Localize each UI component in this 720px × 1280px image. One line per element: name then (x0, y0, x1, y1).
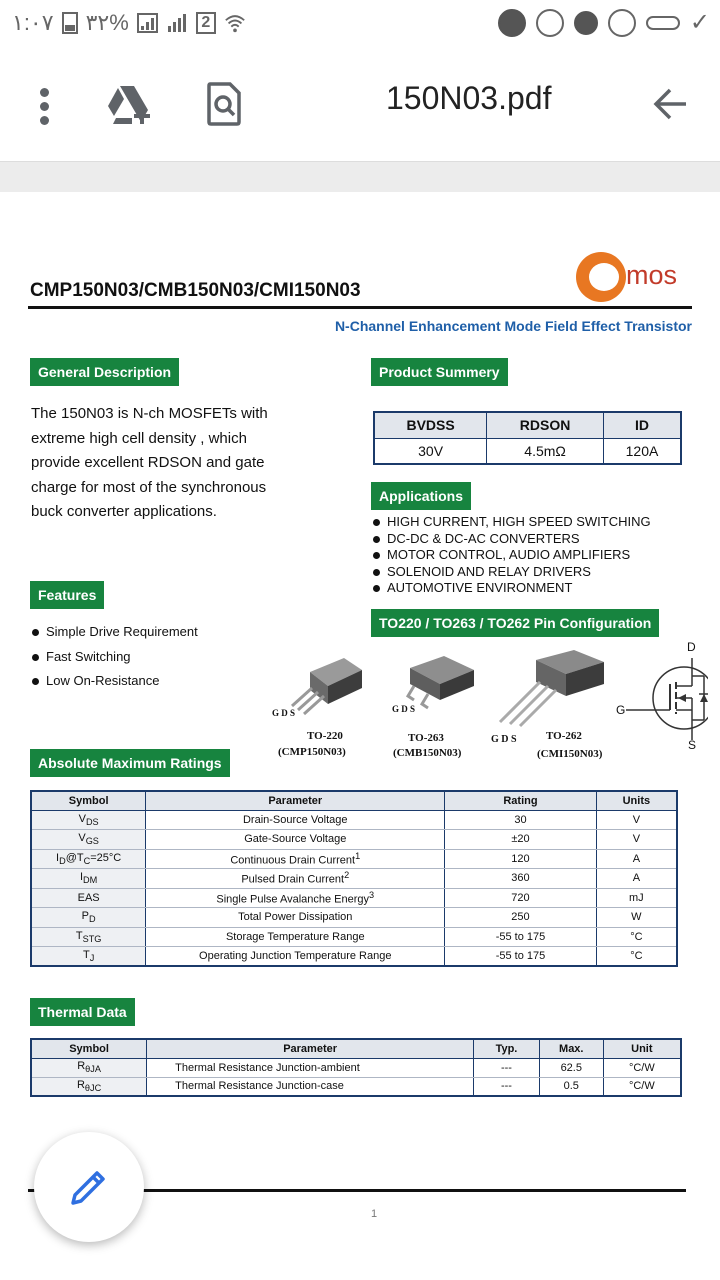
parameter-text: Total Power Dissipation (238, 911, 353, 924)
symbol-end: =25°C (90, 851, 122, 864)
applications-list (371, 514, 651, 597)
parameter-text: Single Pulse Avalanche Energy (216, 893, 370, 906)
title-rule (28, 306, 692, 309)
to220-part: (CMP150N03) (278, 746, 346, 758)
datasheet-title: CMP150N03/CMB150N03/CMI150N03 (30, 280, 361, 301)
to263-name: TO-263 (408, 732, 444, 744)
section-general-description: General Description (30, 358, 179, 386)
symbol-subscript-2: C (83, 855, 91, 866)
thermal-data-table (30, 1038, 682, 1097)
thermal-symbol-cell (31, 1058, 147, 1077)
list-item: Simple Drive Requirement (30, 620, 198, 645)
amr-header: Symbol (31, 791, 146, 810)
logo-c-mark (576, 252, 626, 302)
thermal-parameter-cell: Thermal Resistance Junction-case (147, 1077, 474, 1096)
thermal-parameter-cell: Thermal Resistance Junction-ambient (147, 1058, 474, 1077)
list-item: SOLENOID AND RELAY DRIVERS (371, 564, 651, 581)
to220-pin-labels: G D S (272, 708, 296, 718)
symbol-subscript: DM (83, 875, 98, 886)
to220-package-icon (282, 654, 378, 716)
section-features: Features (30, 581, 104, 609)
to262-part: (CMI150N03) (537, 748, 603, 760)
page-number: 1 (371, 1208, 378, 1220)
find-in-page-icon[interactable] (206, 82, 242, 126)
amr-symbol-cell (31, 869, 146, 889)
footnote-mark: 3 (369, 889, 375, 900)
amr-parameter-cell (146, 908, 445, 928)
amr-unit-cell: V (596, 810, 677, 830)
pencil-icon (69, 1167, 109, 1207)
list-item: Low On-Resistance (30, 669, 198, 694)
amr-symbol-cell (31, 830, 146, 850)
file-name-title: 150N03.pdf (386, 80, 552, 116)
symbol-subscript: STG (82, 933, 102, 944)
list-item: DC-DC & DC-AC CONVERTERS (371, 531, 651, 548)
symbol-letter: T (75, 929, 83, 942)
mosfet-drain-label: D (687, 640, 696, 654)
footnote-mark: 1 (355, 850, 361, 861)
table-row (31, 947, 677, 967)
data-saver-icon (536, 9, 564, 37)
parameter-text: Continuous Drain Current (230, 854, 356, 867)
amr-unit-cell: W (596, 908, 677, 928)
amr-parameter-cell (146, 810, 445, 830)
thermal-header: Max. (539, 1039, 603, 1058)
signal-2-icon (166, 13, 188, 33)
amr-unit-cell: °C (596, 947, 677, 967)
amr-symbol-cell (31, 947, 146, 967)
section-product-summary: Product Summery (371, 358, 508, 386)
amr-rating-cell: 30 (445, 810, 596, 830)
parameter-text: Pulsed Drain Current (241, 874, 345, 887)
table-row (31, 869, 677, 889)
amr-symbol-cell (31, 849, 146, 869)
datasheet-subtitle: N-Channel Enhancement Mode Field Effect Transistor (334, 318, 692, 334)
table-row (31, 908, 677, 928)
edit-fab-button[interactable] (34, 1132, 144, 1242)
table-row (31, 810, 677, 830)
amr-unit-cell: mJ (596, 888, 677, 908)
amr-unit-cell: A (596, 849, 677, 869)
to263-part: (CMB150N03) (393, 747, 462, 759)
amr-parameter-cell (146, 927, 445, 947)
cmos-logo (576, 252, 688, 300)
table-row (31, 888, 677, 908)
section-pin-configuration: TO220 / TO263 / TO262 Pin Configuration (371, 609, 659, 637)
amr-parameter-cell (146, 869, 445, 889)
amr-rating-cell: -55 to 175 (445, 947, 596, 967)
symbol-subscript: GS (85, 836, 99, 847)
amr-rating-cell: ±20 (445, 830, 596, 850)
list-item: Fast Switching (30, 645, 198, 670)
symbol-letter: T (82, 948, 90, 961)
amr-rating-cell: 120 (445, 849, 596, 869)
parameter-text: Drain-Source Voltage (242, 813, 348, 826)
list-item: MOTOR CONTROL, AUDIO AMPLIFIERS (371, 547, 651, 564)
symbol-letter: EAS (77, 891, 100, 904)
symbol-letter: V (78, 832, 86, 845)
thermal-unit-cell: °C/W (603, 1058, 681, 1077)
to263-pin-labels: G D S (392, 704, 416, 714)
features-list (30, 620, 198, 694)
to262-package-icon (492, 650, 606, 728)
summary-header: RDSON (487, 412, 604, 438)
table-row (31, 927, 677, 947)
add-to-drive-icon[interactable] (104, 84, 152, 126)
sim-2-icon: 2 (196, 12, 216, 34)
section-applications: Applications (371, 482, 471, 510)
thermal-symbol-cell (31, 1077, 147, 1096)
navigation-app-icon (498, 9, 526, 37)
to262-name: TO-262 (546, 730, 582, 742)
symbol-letter: R (76, 1079, 85, 1092)
amr-rating-cell: 720 (445, 888, 596, 908)
download-done-icon: ✓ (689, 9, 710, 36)
symbol-subscript: DS (85, 816, 99, 827)
thermal-max-cell: 0.5 (539, 1077, 603, 1096)
status-bar (0, 0, 720, 50)
mosfet-gate-label: G (616, 703, 626, 717)
symbol-subscript: D (59, 855, 66, 866)
absolute-max-table (30, 790, 678, 967)
amr-symbol-cell (31, 810, 146, 830)
pdf-page (0, 192, 720, 1280)
thermal-header: Unit (603, 1039, 681, 1058)
symbol-letter: R (77, 1060, 86, 1073)
symbol-letter: I (79, 871, 84, 884)
table-row (31, 1058, 681, 1077)
amr-unit-cell: V (596, 830, 677, 850)
amr-rating-cell: 250 (445, 908, 596, 928)
symbol-subscript: J (89, 953, 95, 964)
summary-value: 30V (374, 438, 487, 464)
to262-pin-labels: G D S (491, 734, 517, 745)
list-item: AUTOMOTIVE ENVIRONMENT (371, 580, 651, 597)
summary-value: 120A (603, 438, 681, 464)
app-toolbar (0, 50, 720, 162)
mosfet-source-label: S (688, 738, 697, 752)
amr-parameter-cell (146, 947, 445, 967)
thermal-header: Typ. (474, 1039, 540, 1058)
table-row (31, 830, 677, 850)
general-description-text: The 150N03 is N-ch MOSFETs with extreme high cell density , which provide excellent RDSON and gate charge for most of the synchronous buck converter applications. (31, 405, 268, 520)
symbol-tail: @T (65, 851, 84, 864)
battery-percent: ٣٢% (85, 10, 129, 35)
symbol-subscript: θJC (84, 1083, 102, 1094)
amr-header: Parameter (146, 791, 445, 810)
thermal-header: Parameter (147, 1039, 474, 1058)
parameter-text: Operating Junction Temperature Range (199, 950, 392, 962)
amr-header: Rating (445, 791, 596, 810)
amr-symbol-cell (31, 927, 146, 947)
summary-header: ID (603, 412, 681, 438)
battery-icon (62, 12, 78, 34)
thermal-unit-cell: °C/W (603, 1077, 681, 1096)
amr-parameter-cell (146, 830, 445, 850)
amr-unit-cell: °C (596, 927, 677, 947)
symbol-subscript: D (89, 914, 96, 925)
blocked-icon (574, 11, 598, 35)
vpn-key-icon (646, 16, 680, 30)
arrow-back-icon[interactable] (650, 84, 690, 124)
parameter-text: Gate-Source Voltage (244, 833, 347, 846)
symbol-letter: P (81, 910, 89, 923)
mosfet-symbol-icon (612, 640, 708, 750)
signal-1-icon (137, 13, 158, 33)
symbol-letter: I (56, 851, 60, 864)
symbol-subscript: θJA (85, 1064, 101, 1075)
product-summary-table (373, 411, 682, 465)
amr-parameter-cell (146, 888, 445, 908)
status-time: ١:٠٧ (12, 10, 54, 35)
call-icon (608, 9, 636, 37)
amr-symbol-cell (31, 888, 146, 908)
wifi-icon (224, 12, 246, 34)
to220-name: TO-220 (307, 730, 343, 742)
amr-parameter-cell (146, 849, 445, 869)
more-vert-icon[interactable] (32, 88, 56, 128)
thermal-max-cell: 62.5 (539, 1058, 603, 1077)
footnote-mark: 2 (344, 870, 350, 881)
amr-symbol-cell (31, 908, 146, 928)
summary-header: BVDSS (374, 412, 487, 438)
symbol-letter: V (78, 812, 86, 825)
amr-rating-cell: 360 (445, 869, 596, 889)
amr-unit-cell: A (596, 869, 677, 889)
page-gap (0, 162, 720, 192)
amr-rating-cell: -55 to 175 (445, 927, 596, 947)
section-thermal-data: Thermal Data (30, 998, 135, 1026)
thermal-typ-cell: --- (474, 1058, 540, 1077)
section-absolute-max: Absolute Maximum Ratings (30, 749, 230, 777)
logo-text: mos (626, 260, 678, 290)
table-row (31, 849, 677, 869)
parameter-text: Storage Temperature Range (225, 930, 365, 943)
table-row (31, 1077, 681, 1096)
amr-header: Units (596, 791, 677, 810)
thermal-typ-cell: --- (474, 1077, 540, 1096)
summary-value: 4.5mΩ (487, 438, 604, 464)
list-item: HIGH CURRENT, HIGH SPEED SWITCHING (371, 514, 651, 531)
thermal-header: Symbol (31, 1039, 147, 1058)
